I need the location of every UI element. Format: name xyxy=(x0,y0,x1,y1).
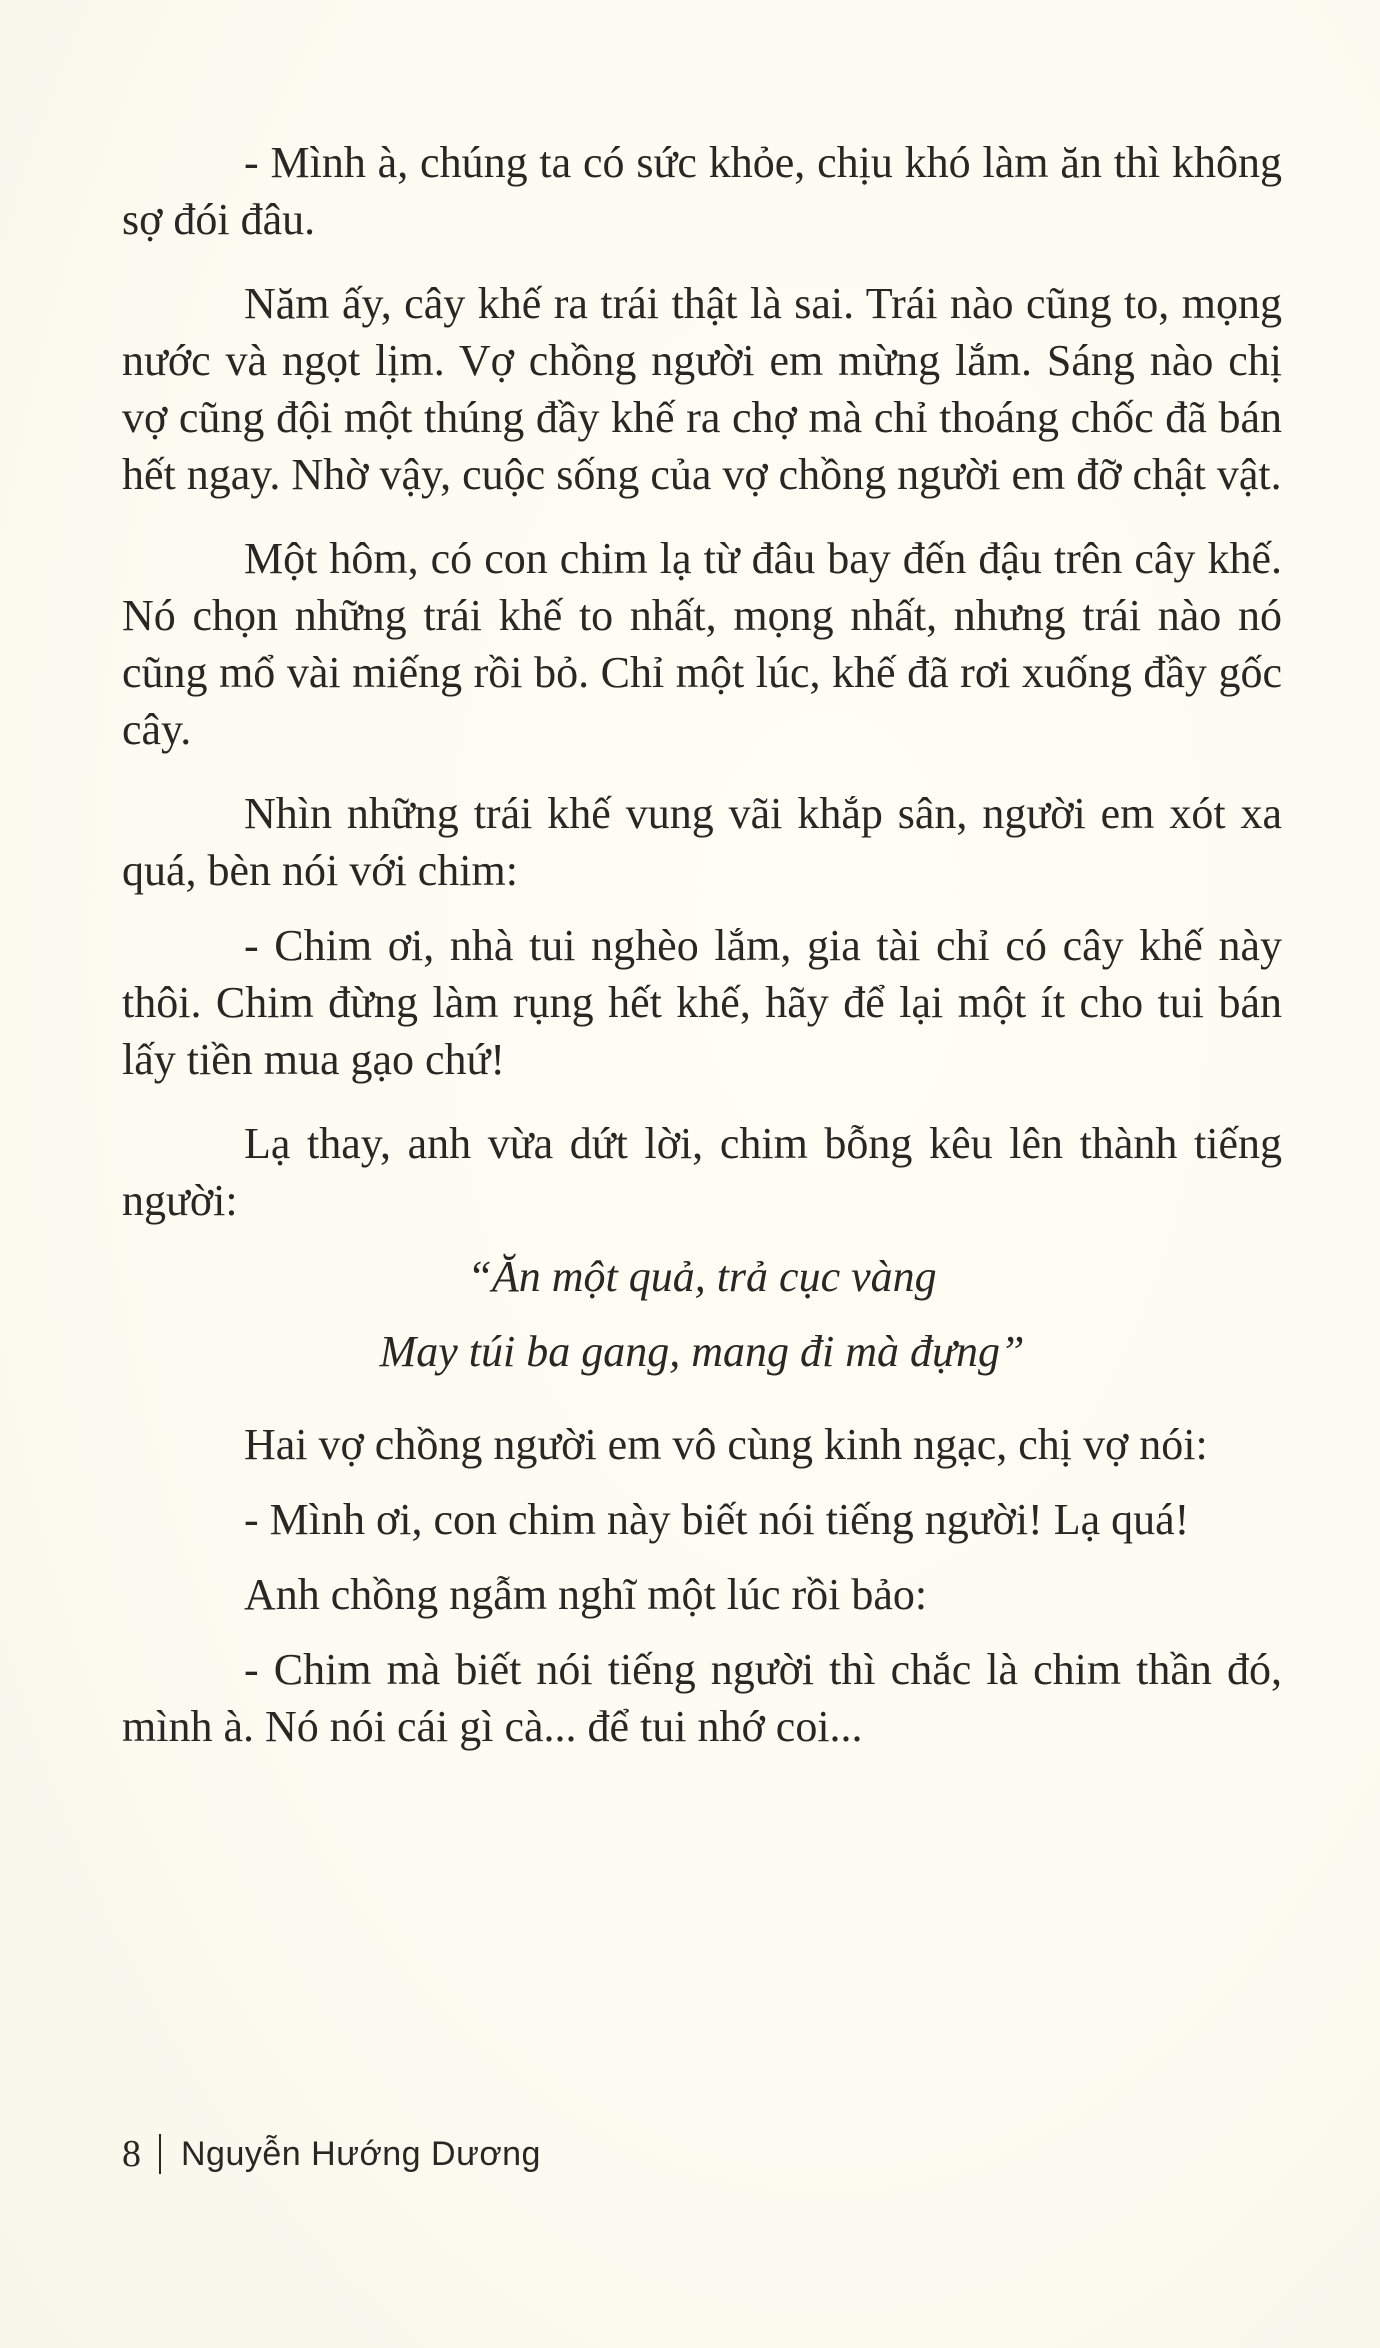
body-text xyxy=(122,134,1282,1782)
footer-divider xyxy=(159,2134,161,2174)
page-footer xyxy=(122,2132,541,2176)
paragraph: Lạ thay, anh vừa dứt lời, chim bỗng kêu lên thành tiếng người: xyxy=(122,1119,1282,1225)
paragraph: - Chim ơi, nhà tui nghèo lắm, gia tài chỉ có cây khế này thôi. Chim đừng làm rụng hết khế, hãy để lại một ít cho tui bán lấy tiền mua gạo chứ! xyxy=(122,921,1282,1084)
paragraph: Nhìn những trái khế vung vãi khắp sân, người em xót xa quá, bèn nói với chim: xyxy=(122,789,1282,895)
paragraph: Năm ấy, cây khế ra trái thật là sai. Trái nào cũng to, mọng nước và ngọt lịm. Vợ chồng người em mừng lắm. Sáng nào chị vợ cũng đội một thúng đầy khế ra chợ mà chỉ thoáng chốc đã bán hết ngay. Nhờ vậy, cuộc sống của vợ chồng người em đỡ chật vật. xyxy=(122,279,1282,499)
page-number: 8 xyxy=(122,2133,141,2175)
paragraph: - Mình à, chúng ta có sức khỏe, chịu khó làm ăn thì không sợ đói đâu. xyxy=(122,138,1282,244)
paragraph: - Mình ơi, con chim này biết nói tiếng người! Lạ quá! xyxy=(244,1495,1190,1544)
author-name: Nguyễn Hướng Dương xyxy=(181,2134,541,2173)
poem-verse xyxy=(122,1239,1282,1389)
paragraph: Anh chồng ngẫm nghĩ một lúc rồi bảo: xyxy=(244,1570,928,1619)
poem-line: May túi ba gang, mang đi mà đựng” xyxy=(379,1327,1025,1376)
paragraph: Một hôm, có con chim lạ từ đâu bay đến đậu trên cây khế. Nó chọn những trái khế to nhất, mọng nhất, nhưng trái nào nó cũng mổ vài miếng rồi bỏ. Chỉ một lúc, khế đã rơi xuống đầy gốc cây. xyxy=(122,534,1282,754)
poem-line: “Ăn một quả, trả cục vàng xyxy=(467,1252,937,1301)
paragraph: Hai vợ chồng người em vô cùng kinh ngạc, chị vợ nói: xyxy=(244,1420,1208,1469)
paragraph: - Chim mà biết nói tiếng người thì chắc là chim thần đó, mình à. Nó nói cái gì cà... để tui nhớ coi... xyxy=(122,1645,1282,1751)
